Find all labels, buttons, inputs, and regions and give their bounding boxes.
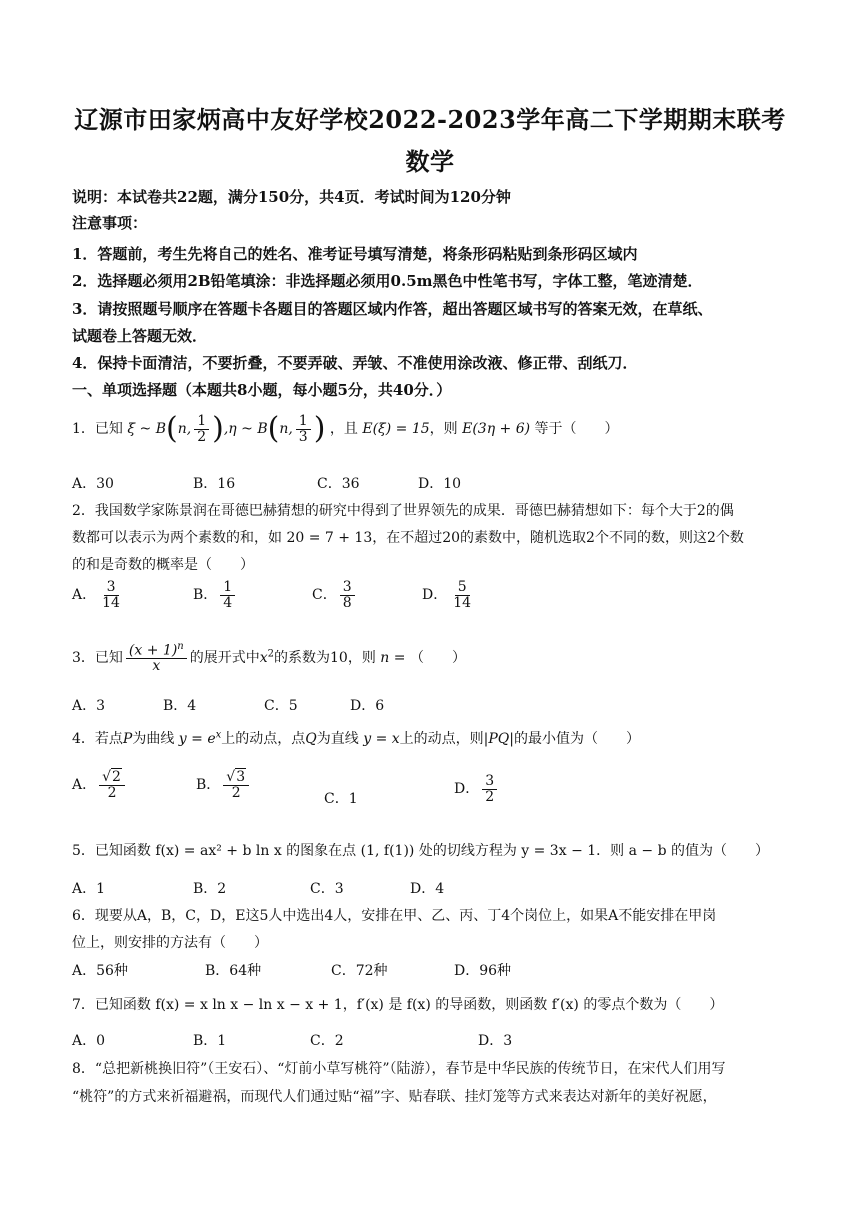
q4-choice-b: B． $\frac{√3}{2}$: [196, 770, 252, 800]
q1-then: ，则: [429, 421, 458, 438]
q5-choice-d: D．4: [410, 881, 445, 897]
subject-title: 数学: [405, 147, 455, 176]
section-title: 一、单项选择题（本题共8小题，每小题5分，共40分．）: [72, 381, 452, 399]
question-8-line: “桃符”的方式来祈福避祸，而现代人们通过贴“福”字、贴春联、挂灯笼等方式来表达对新年的美好祝愿，: [72, 1089, 717, 1105]
q1-choice-a: A．30: [72, 476, 114, 492]
question-6-line: 6．现要从A，B，C，D，E这5人中选出4人，安排在甲、乙、丙、丁4个岗位上，如果A不能安排在甲岗: [72, 908, 717, 924]
q1-suffix: 等于（ ）: [534, 421, 619, 438]
notice-item: 试题卷上答题无效．: [72, 327, 208, 345]
q5-choice-b: B．2: [193, 881, 227, 897]
q1-eta: ,η ~ B: [223, 421, 268, 438]
q1-choice-c: C．36: [317, 476, 360, 492]
q3-frac: $\frac{(x + 1)^n}{x}$: [126, 642, 187, 674]
notice-item: 3．请按照题号顺序在答题卡各题目的答题区域内作答，超出答题区域书写的答案无效，在草纸、: [72, 300, 713, 318]
q3-choice-a: A．3: [72, 698, 106, 714]
notice-heading: 注意事项：: [72, 214, 148, 232]
q3-choice-b: B．4: [163, 698, 197, 714]
q3-choice-c: C．5: [264, 698, 298, 714]
question-3: 3．已知 $\frac{(x + 1)^n}{x}$ 的展开式中$x^2$的系数为10，则 n = （ ）: [72, 641, 466, 675]
q1-n2: n,: [279, 421, 293, 438]
q3-choice-d: D．6: [350, 698, 385, 714]
notice-item: 4．保持卡面清洁，不要折叠，不要弄破、弄皱、不准使用涂改液、修正带、刮纸刀．: [72, 354, 638, 372]
q1-prefix: 1．已知: [72, 421, 123, 438]
q1-cond: E(ξ) = 15: [362, 421, 430, 438]
q4-choice-d: D． $\frac{3}{2}$: [454, 774, 500, 804]
question-2-line: 的和是奇数的概率是（ ）: [72, 557, 254, 573]
q1-n1: n,: [177, 421, 192, 438]
q2-choice-d: D． $\frac{5}{14}$: [422, 579, 472, 611]
question-6-line: 位上，则安排的方法有（ ）: [72, 935, 268, 951]
q6-choice-a: A．56种: [72, 963, 128, 979]
q6-choice-b: B．64种: [205, 963, 262, 979]
question-5: 5．已知函数 f(x) = ax² + b ln x 的图象在点 (1, f(1)) 处的切线方程为 y = 3x − 1．则 a − b 的值为（ ）: [72, 843, 769, 859]
question-8-line: 8．“总把新桃换旧符”（王安石）、“灯前小草写桃符”（陆游），春节是中华民族的传统节日，在宋代人们用写: [72, 1061, 726, 1077]
q7-choice-a: A．0: [72, 1033, 106, 1049]
question-7: 7．已知函数 f(x) = x ln x − ln x − x + 1，f′(x) 是 f(x) 的导函数，则函数 f′(x) 的零点个数为（ ）: [72, 997, 724, 1013]
notice-item: 1．答题前，考生先将自己的姓名、准考证号填写清楚，将条形码粘贴到条形码区域内: [72, 245, 638, 263]
q1-frac2: $\frac{1}{3}$: [296, 414, 311, 444]
q1-choice-d: D．10: [418, 476, 462, 492]
exam-title: 辽源市田家炳高中友好学校2022-2023学年高二下学期期末联考: [74, 105, 786, 134]
question-1: 1．已知 ξ ~ B(n, $\frac{1}{2}$ ),η ~ B(n, $\frac{1}{3}$ ) ，且 E(ξ) = 15，则 E(3η + 6) 等于（ ）: [72, 411, 619, 447]
q2-choice-a: A． $\frac{3}{14}$: [72, 579, 120, 611]
q5-choice-c: C．3: [310, 881, 344, 897]
q1-target: E(3η + 6): [462, 421, 531, 438]
question-4: 4．若点P为曲线 $y = e^x$上的动点，点Q为直线 y = x上的动点，则|PQ|的最小值为（ ）: [72, 729, 640, 747]
q7-choice-c: C．2: [310, 1033, 344, 1049]
q7-choice-b: B．1: [193, 1033, 227, 1049]
exam-note: 说明：本试卷共22题，满分150分，共4页．考试时间为120分钟: [72, 188, 511, 206]
q1-xi: ξ ~ B: [127, 421, 167, 438]
q6-choice-c: C．72种: [331, 963, 388, 979]
q5-choice-a: A．1: [72, 881, 106, 897]
q1-mid: ，且: [329, 421, 358, 438]
q1-choice-b: B．16: [193, 476, 236, 492]
q7-choice-d: D．3: [478, 1033, 513, 1049]
question-2-line: 数都可以表示为两个素数的和，如 20 = 7 + 13，在不超过20的素数中，随机选取2个不同的数，则这2个数: [72, 530, 744, 546]
q4-choice-a: A． $\frac{√2}{2}$: [72, 770, 128, 800]
q2-choice-b: B． $\frac{1}{4}$: [193, 580, 238, 610]
q2-choice-c: C． $\frac{3}{8}$: [312, 580, 358, 610]
notice-item: 2．选择题必须用2B铅笔填涂：非选择题必须用0.5m黑色中性笔书写，字体工整，笔迹清楚．: [72, 272, 703, 290]
q6-choice-d: D．96种: [454, 963, 512, 979]
question-2-line: 2．我国数学家陈景润在哥德巴赫猜想的研究中得到了世界领先的成果．哥德巴赫猜想如下：每个大于2的偶: [72, 503, 734, 519]
q4-choice-c: C．1: [324, 791, 358, 807]
q1-frac1: $\frac{1}{2}$: [194, 414, 209, 444]
